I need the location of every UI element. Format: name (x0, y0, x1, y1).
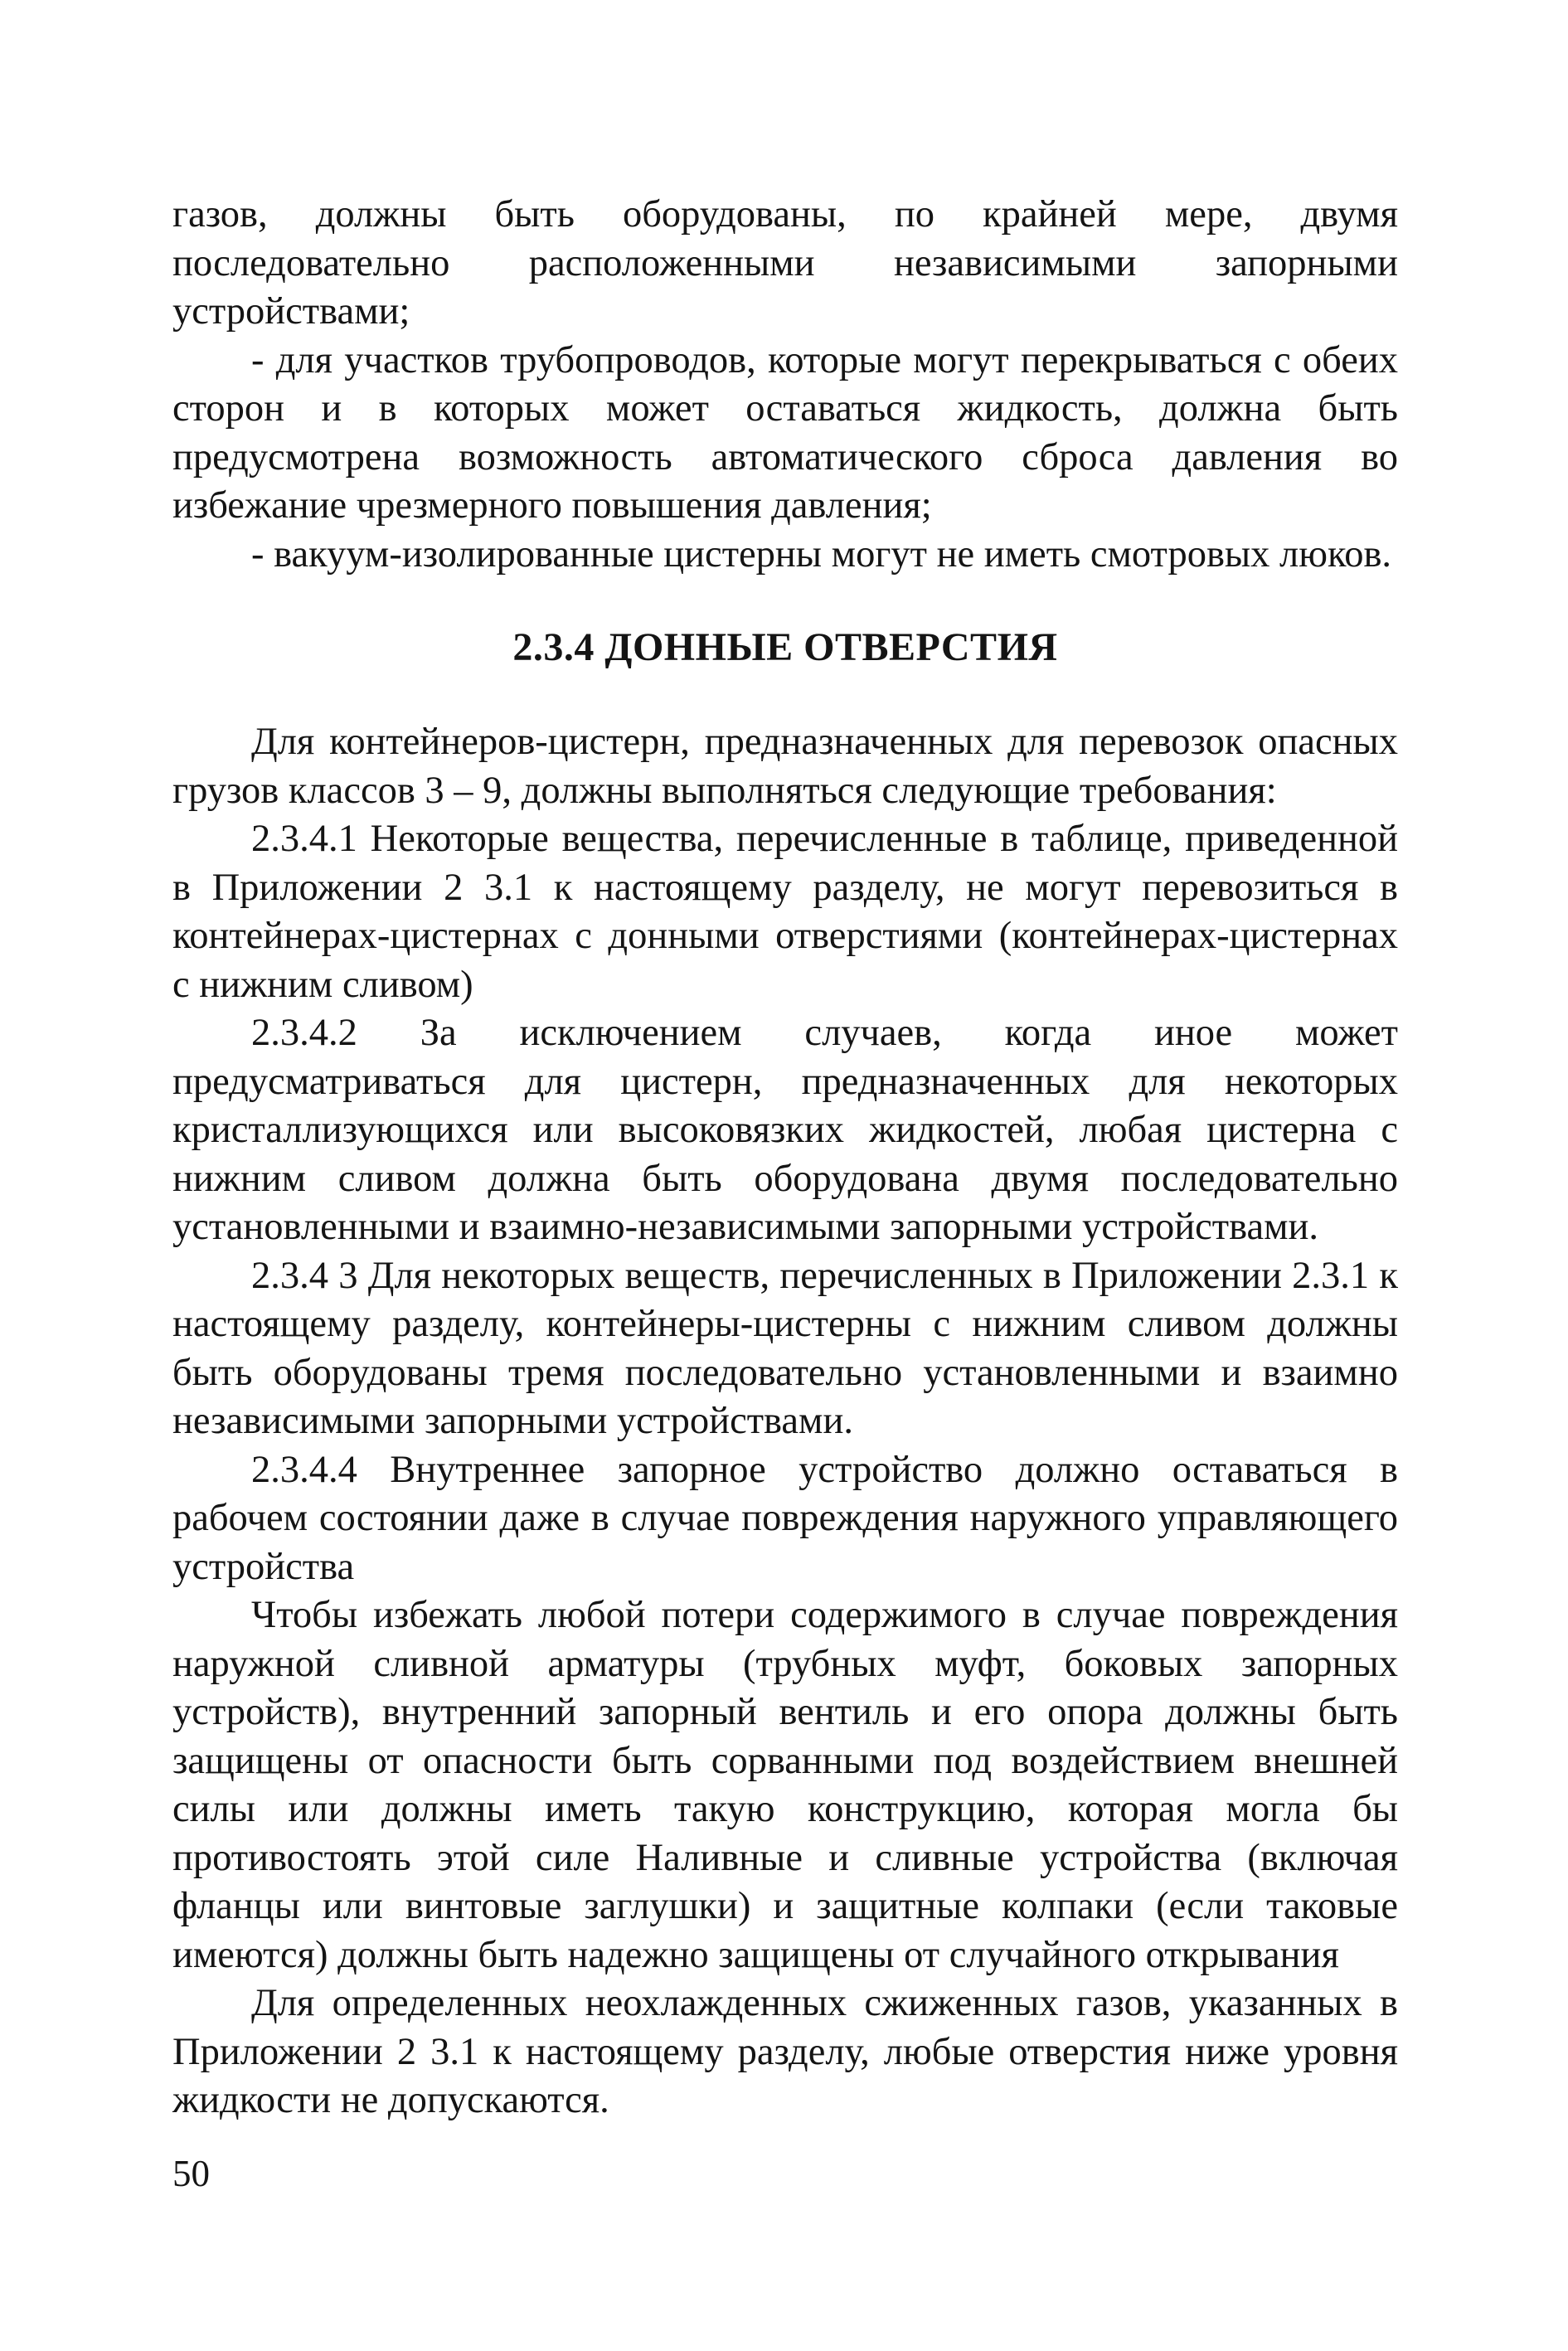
paragraph-bullet-pipelines: - для участков трубопроводов, которые могут перекрываться с обеих сторон и в которых может оставаться жидкость, должна быть предусмотрена возможность автоматического сброса давления во избежание чрезмерного повышения давления; (172, 338, 1398, 527)
section-heading: 2.3.4 ДОННЫЕ ОТВЕРСТИЯ (512, 625, 1058, 669)
paragraph-intro: Для контейнеров-цистерн, предназначенных для перевозок опасных грузов классов 3 – 9, должны выполняться следующие требования: (172, 721, 1398, 812)
paragraph-2-3-4-2: 2.3.4.2 За исключением случаев, когда иное может предусматриваться для цистерн, предназначенных для некоторых кристаллизующихся или высоковязких жидкостей, любая цистерна с нижним сливом должна быть оборудована двумя последовательно установленными и взаимно-независимыми запорными устройствами. (172, 1012, 1398, 1248)
paragraph-continuation: газов, должны быть оборудованы, по крайней мере, двумя последовательно расположенными независимыми запорными устройствами; (172, 193, 1398, 333)
page-content (172, 191, 1398, 2125)
paragraph-2-3-4-1: 2.3.4.1 Некоторые вещества, перечисленные в таблице, приведенной в Приложении 2 3.1 к настоящему разделу, не могут перевозиться в контейнерах-цистернах с донными отверстиями (контейнерах-цистернах с нижним сливом) (172, 818, 1398, 1006)
paragraph-bullet-vacuum-tanks: - вакуум-изолированные цистерны могут не иметь смотровых люков. (251, 532, 1392, 576)
page-number: 50 (172, 2153, 210, 2194)
paragraph-2-3-4-3: 2.3.4 3 Для некоторых веществ, перечисленных в Приложении 2.3.1 к настоящему разделу, контейнеры-цистерны с нижним сливом должны быть оборудованы тремя последовательно установленными и взаимно независимыми запорными устройствами. (172, 1254, 1398, 1442)
paragraph-protection: Чтобы избежать любой потери содержимого в случае повреждения наружной сливной арматуры (трубных муфт, боковых запорных устройств), внутренний запорный вентиль и его опора должны быть защищены от опасности быть сорванными под воздействием внешней силы или должны иметь такую конструкцию, которая могла бы противостоять этой силе Наливные и сливные устройства (включая фланцы или винтовые заглушки) и защитные колпаки (если таковые имеются) должны быть надежно защищены от случайного открывания (172, 1594, 1398, 1976)
paragraph-liquefied-gases: Для определенных неохлажденных сжиженных газов, указанных в Приложении 2 3.1 к настоящему разделу, любые отверстия ниже уровня жидкости не допускаются. (172, 1982, 1398, 2121)
paragraph-2-3-4-4: 2.3.4.4 Внутреннее запорное устройство должно оставаться в рабочем состоянии даже в случае повреждения наружного управляющего устройства (172, 1448, 1398, 1588)
